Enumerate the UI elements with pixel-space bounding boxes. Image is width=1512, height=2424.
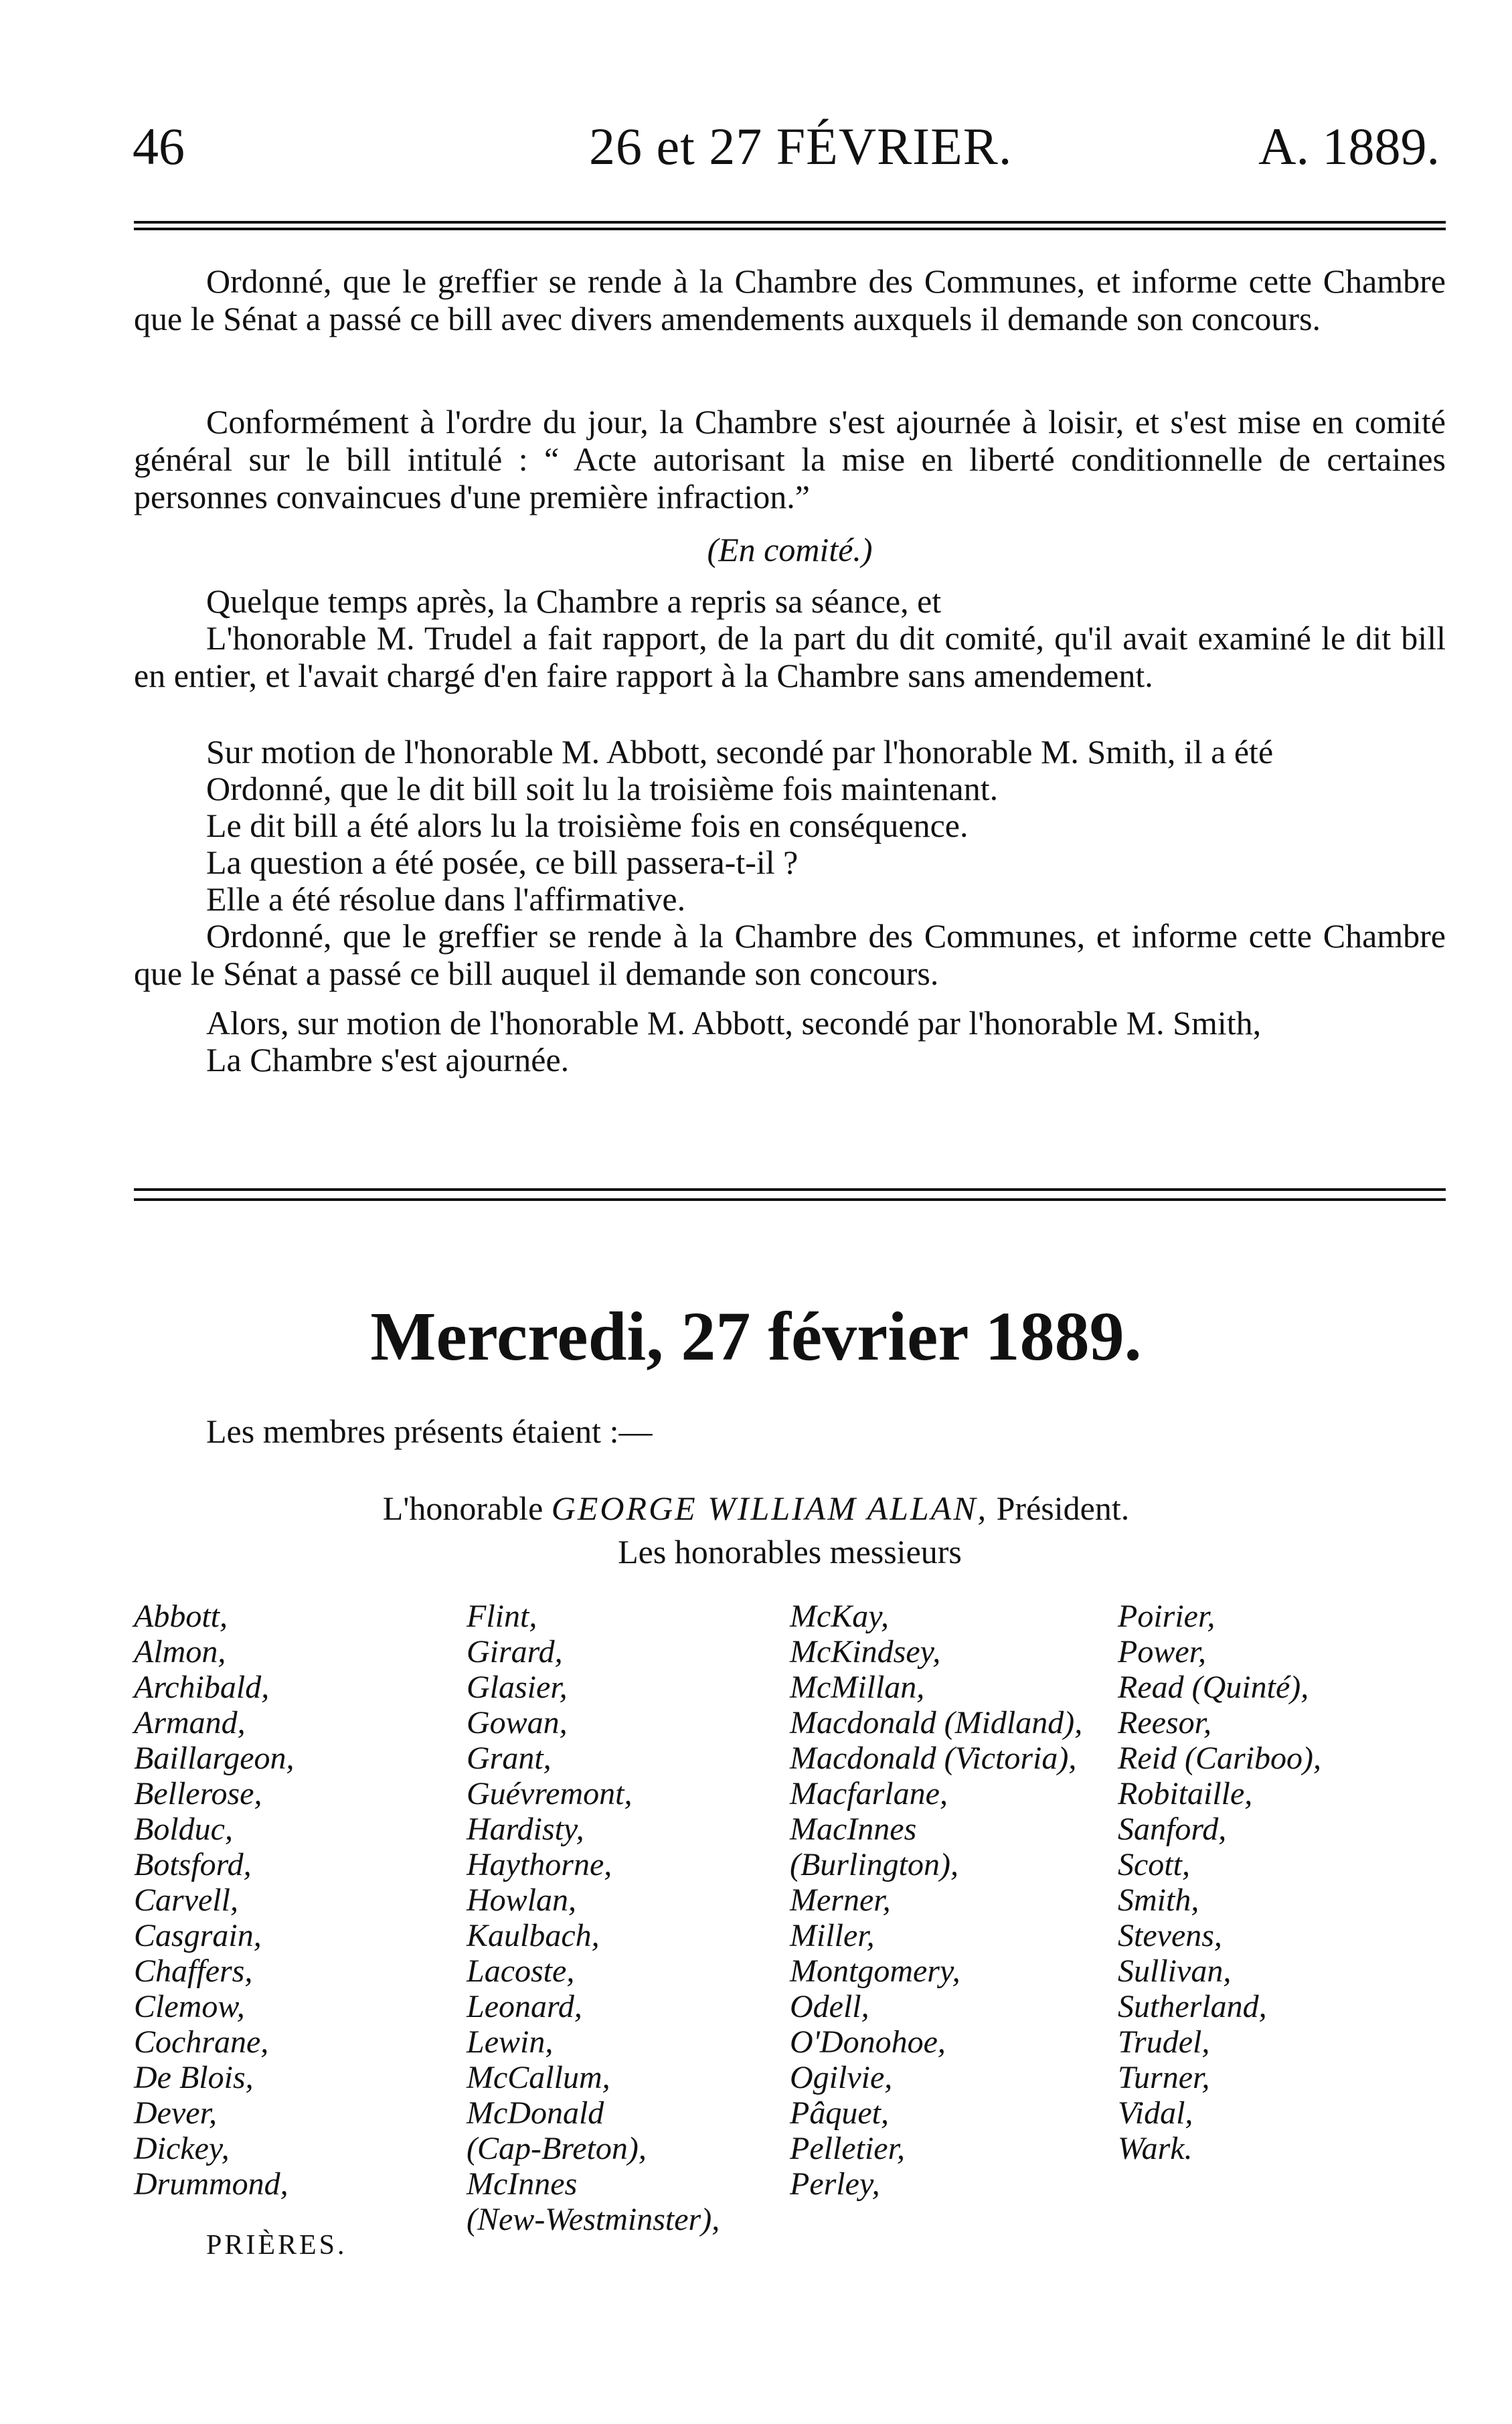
member-name: O'Donohoe, bbox=[790, 2024, 946, 2060]
member-name: Archibald, bbox=[134, 1670, 270, 1705]
member-name: Macdonald (Midland), bbox=[790, 1705, 1083, 1741]
header-rule-2 bbox=[134, 228, 1446, 230]
member-name: Ogilvie, bbox=[790, 2060, 893, 2095]
member-name: Macdonald (Victoria), bbox=[790, 1741, 1077, 1776]
president-title: Président. bbox=[996, 1489, 1130, 1527]
president-name: GEORGE WILLIAM ALLAN, bbox=[551, 1489, 989, 1527]
member-name: Sutherland, bbox=[1118, 1989, 1267, 2024]
member-name: Merner, bbox=[790, 1882, 891, 1918]
member-name: McMillan, bbox=[790, 1670, 925, 1705]
member-name: (New-Westminster), bbox=[467, 2202, 720, 2237]
member-name: Bolduc, bbox=[134, 1811, 233, 1847]
section-rule-2 bbox=[134, 1198, 1446, 1201]
member-name: MacInnes bbox=[790, 1811, 917, 1847]
member-name: Haythorne, bbox=[467, 1847, 612, 1882]
member-name: Guévremont, bbox=[467, 1776, 633, 1811]
line-alors: Alors, sur motion de l'honorable M. Abbott, secondé par l'honorable M. Smith, bbox=[206, 1004, 1262, 1042]
member-name: Trudel, bbox=[1118, 2024, 1210, 2060]
member-name: Dickey, bbox=[134, 2131, 230, 2166]
member-name: Kaulbach, bbox=[467, 1918, 600, 1953]
member-name: Lacoste, bbox=[467, 1953, 575, 1989]
member-name: McDonald bbox=[467, 2095, 604, 2131]
member-name: Poirier, bbox=[1118, 1599, 1215, 1634]
member-name: Scott, bbox=[1118, 1847, 1190, 1882]
member-name: De Blois, bbox=[134, 2060, 254, 2095]
member-name: Reesor, bbox=[1118, 1705, 1211, 1741]
member-name: Sullivan, bbox=[1118, 1953, 1232, 1989]
member-name: Girard, bbox=[467, 1634, 563, 1670]
member-name: Lewin, bbox=[467, 2024, 554, 2060]
year-header: A. 1889. bbox=[1258, 117, 1440, 175]
member-name: Botsford, bbox=[134, 1847, 252, 1882]
member-name: Hardisty, bbox=[467, 1811, 584, 1847]
member-name: Reid (Cariboo), bbox=[1118, 1741, 1321, 1776]
member-name: Perley, bbox=[790, 2166, 880, 2202]
section-rule bbox=[134, 1188, 1446, 1191]
membres-line: Les membres présents étaient :— bbox=[206, 1412, 653, 1450]
member-name: Pelletier, bbox=[790, 2131, 905, 2166]
line-question: La question a été posée, ce bill passera-t-il ? bbox=[206, 843, 799, 881]
member-name: Glasier, bbox=[467, 1670, 568, 1705]
member-name: Macfarlane, bbox=[790, 1776, 948, 1811]
member-name: Pâquet, bbox=[790, 2095, 889, 2131]
member-name: Drummond, bbox=[134, 2166, 288, 2202]
member-name: Power, bbox=[1118, 1634, 1206, 1670]
line-quelque: Quelque temps après, la Chambre a repris sa séance, et bbox=[206, 582, 942, 620]
line-lu: Le dit bill a été alors lu la troisième fois en conséquence. bbox=[206, 807, 969, 844]
page-title: Mercredi, 27 février 1889. bbox=[370, 1298, 1142, 1375]
member-name: Carvell, bbox=[134, 1882, 238, 1918]
member-name: Dever, bbox=[134, 2095, 217, 2131]
paragraph-2: Conformément à l'ordre du jour, la Chambre s'est ajournée à loisir, et s'est mise en comité général sur le bill intitulé : “ Acte autorisant la mise en liberté conditionnelle de certaines personnes convaincues d'une première infraction.” bbox=[134, 403, 1446, 515]
president-prefix: L'honorable bbox=[382, 1489, 543, 1527]
member-name: Gowan, bbox=[467, 1705, 568, 1741]
member-name: Odell, bbox=[790, 1989, 869, 2024]
line-ordonne: Ordonné, que le dit bill soit lu la troisième fois maintenant. bbox=[206, 770, 999, 807]
member-name: (Burlington), bbox=[790, 1847, 958, 1882]
member-name: Almon, bbox=[134, 1634, 226, 1670]
paragraph-4: Ordonné, que le greffier se rende à la Chambre des Communes, et informe cette Chambre que le Sénat a passé ce bill auquel il demande son concours. bbox=[134, 917, 1446, 992]
prieres: PRIÈRES. bbox=[206, 2230, 347, 2261]
member-name: McKindsey, bbox=[790, 1634, 941, 1670]
member-name: McCallum, bbox=[467, 2060, 610, 2095]
member-name: Abbott, bbox=[134, 1599, 228, 1634]
member-name: (Cap-Breton), bbox=[467, 2131, 647, 2166]
paragraph-3: L'honorable M. Trudel a fait rapport, de la part du dit comité, qu'il avait examiné le dit bill en entier, et l'avait chargé d'en faire rapport à la Chambre sans amendement. bbox=[134, 619, 1446, 694]
member-name: Baillargeon, bbox=[134, 1741, 295, 1776]
member-name: Bellerose, bbox=[134, 1776, 262, 1811]
member-name: Chaffers, bbox=[134, 1953, 253, 1989]
member-name: Turner, bbox=[1118, 2060, 1210, 2095]
member-name: Flint, bbox=[467, 1599, 537, 1634]
member-name: McInnes bbox=[467, 2166, 578, 2202]
member-name: Armand, bbox=[134, 1705, 246, 1741]
page-number: 46 bbox=[133, 117, 185, 175]
member-name: Wark. bbox=[1118, 2131, 1193, 2166]
member-name: Stevens, bbox=[1118, 1918, 1222, 1953]
member-name: Cochrane, bbox=[134, 2024, 269, 2060]
member-name: Read (Quinté), bbox=[1118, 1670, 1309, 1705]
line-resolue: Elle a été résolue dans l'affirmative. bbox=[206, 880, 686, 918]
member-name: Clemow, bbox=[134, 1989, 245, 2024]
president-line bbox=[0, 1489, 1512, 1527]
member-name: Miller, bbox=[790, 1918, 875, 1953]
line-motion: Sur motion de l'honorable M. Abbott, secondé par l'honorable M. Smith, il a été bbox=[206, 733, 1274, 771]
member-name: Smith, bbox=[1118, 1882, 1199, 1918]
member-name: Sanford, bbox=[1118, 1811, 1227, 1847]
paragraph-1: Ordonné, que le greffier se rende à la Chambre des Communes, et informe cette Chambre que le Sénat a passé ce bill avec divers amendements auxquels il demande son concours. bbox=[134, 262, 1446, 337]
member-name: Leonard, bbox=[467, 1989, 582, 2024]
member-name: McKay, bbox=[790, 1599, 889, 1634]
en-comite: (En comité.) bbox=[707, 531, 873, 568]
honorables-line: Les honorables messieurs bbox=[618, 1533, 962, 1570]
member-name: Robitaille, bbox=[1118, 1776, 1253, 1811]
line-ajournee: La Chambre s'est ajournée. bbox=[206, 1041, 570, 1078]
member-name: Vidal, bbox=[1118, 2095, 1193, 2131]
member-name: Casgrain, bbox=[134, 1918, 262, 1953]
member-name: Howlan, bbox=[467, 1882, 577, 1918]
running-header: 26 et 27 FÉVRIER. bbox=[589, 117, 1013, 175]
header-rule bbox=[134, 221, 1446, 224]
member-name: Grant, bbox=[467, 1741, 552, 1776]
member-name: Montgomery, bbox=[790, 1953, 960, 1989]
